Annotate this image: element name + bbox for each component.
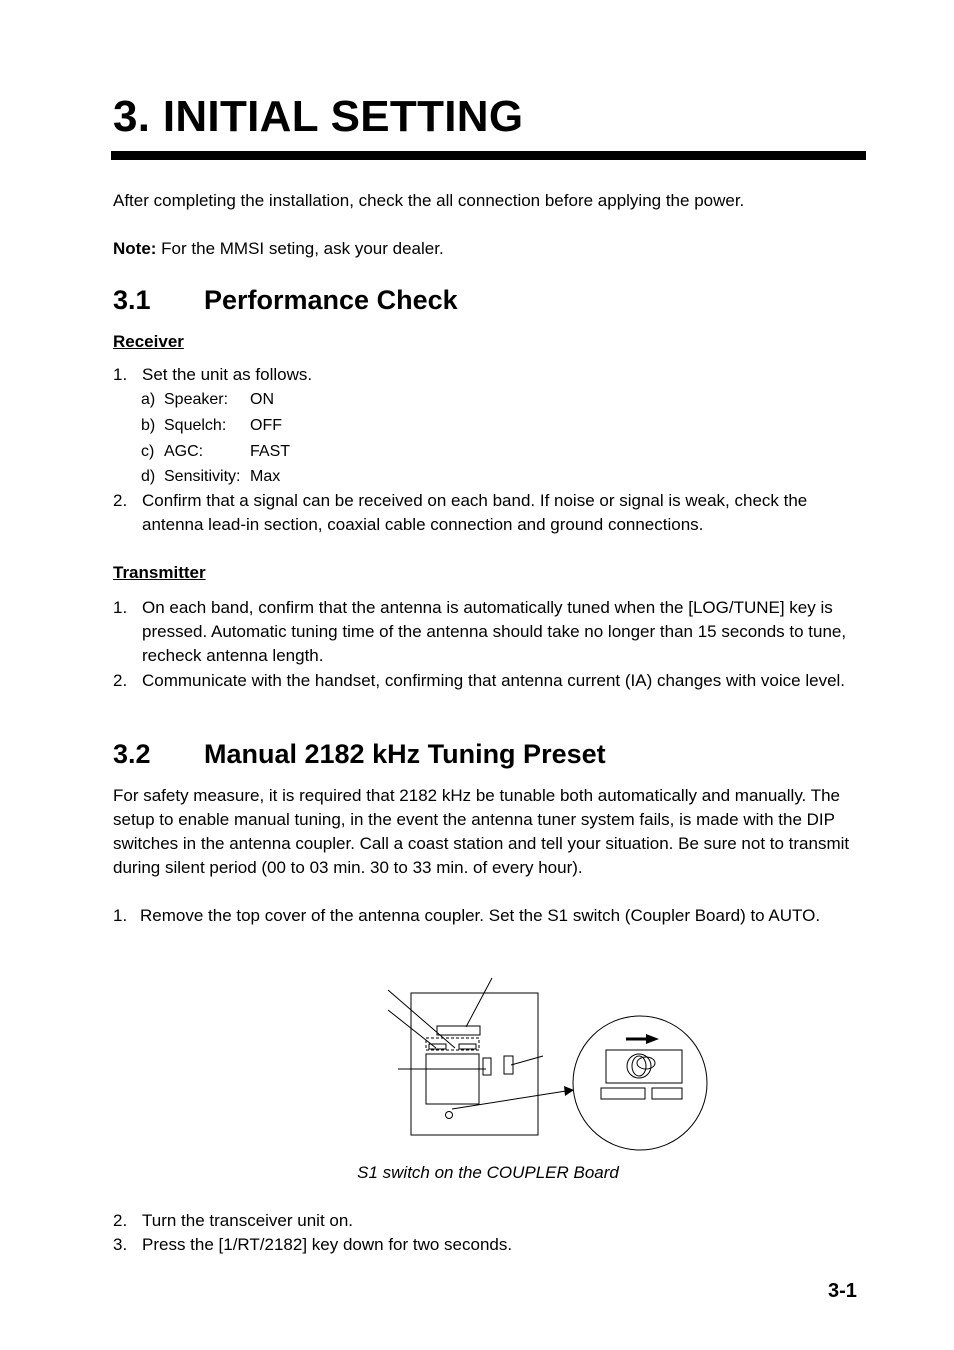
list-text: Set the unit as follows. — [142, 365, 313, 384]
board-label-block — [601, 1088, 645, 1099]
setting-row — [141, 416, 282, 436]
section-heading-3-2 — [113, 739, 606, 770]
setting-row — [141, 442, 290, 462]
setting-letter: c) — [141, 443, 155, 460]
setting-key: Speaker: — [164, 391, 229, 408]
figure-caption: S1 switch on the COUPLER Board — [357, 1163, 619, 1182]
list-number: 2. — [113, 491, 128, 510]
intro-paragraph: After completing the installation, check the all connection before applying the power. — [113, 191, 745, 210]
arrow-right-icon — [626, 1034, 659, 1044]
section-title: Performance Check — [204, 285, 458, 315]
s1-switch — [483, 1058, 491, 1075]
list-item — [113, 669, 873, 693]
note-paragraph — [113, 237, 873, 261]
section-heading-3-1 — [113, 285, 458, 316]
list-text: On each band, confirm that the antenna is automatically tuned when the [LOG/TUNE] key is pressed. Automatic tuning time of the antenna should take no longer than 15 seconds to tune, recheck antenna length. — [142, 598, 847, 665]
section-paragraph: For safety measure, it is required that 2182 kHz be tunable both automatically and manually. The setup to enable manual tuning, in the event the antenna tuner system fails, is made with the DIP switches in the antenna coupler. Call a coast station and tell your situation. Be sure not to transmit during silent period (00 to 03 min. 30 to 33 min. of every hour). — [113, 786, 850, 877]
setting-value: ON — [250, 391, 274, 408]
dip-switch — [459, 1044, 476, 1049]
pointer-arrow — [452, 1086, 574, 1109]
list-item — [113, 596, 873, 668]
section-title: Manual 2182 kHz Tuning Preset — [204, 739, 606, 769]
section-number: 3.2 — [113, 739, 151, 769]
section-number: 3.1 — [113, 285, 151, 315]
list-number: 2. — [113, 1211, 128, 1230]
toggle-switch — [627, 1054, 651, 1078]
receiver-heading: Receiver — [113, 332, 184, 351]
list-text: Communicate with the handset, confirming that antenna current (IA) changes with voice level. — [142, 671, 846, 690]
list-item — [113, 904, 873, 928]
coupler-board-diagram — [380, 970, 720, 1155]
note-text: For the MMSI seting, ask your dealer. — [156, 239, 444, 258]
list-item — [113, 1233, 873, 1257]
chapter-title: 3. INITIAL SETTING — [113, 92, 524, 141]
setting-row — [141, 467, 280, 487]
setting-key: AGC: — [164, 443, 204, 460]
list-number: 2. — [113, 671, 128, 690]
board-block — [426, 1054, 479, 1104]
setting-value: FAST — [250, 443, 291, 460]
list-number: 1. — [113, 906, 128, 925]
setting-letter: b) — [141, 417, 156, 434]
list-text: Press the [1/RT/2182] key down for two seconds. — [142, 1235, 513, 1254]
setting-key: Sensitivity: — [164, 468, 241, 485]
mounting-hole — [446, 1112, 453, 1119]
board-label-block — [652, 1088, 682, 1099]
setting-value: OFF — [250, 417, 282, 434]
setting-value: Max — [250, 468, 281, 485]
setting-key: Squelch: — [164, 417, 227, 434]
setting-row — [141, 390, 274, 410]
list-text: Confirm that a signal can be received on each band. If noise or signal is weak, check the antenna lead-in section, coaxial cable connection and ground connections. — [142, 491, 808, 534]
note-label: Note: — [113, 239, 157, 258]
list-text: Turn the transceiver unit on. — [142, 1211, 354, 1230]
list-number: 3. — [113, 1235, 128, 1254]
list-item — [113, 363, 873, 387]
list-item — [113, 489, 873, 537]
setting-letter: d) — [141, 468, 156, 485]
list-item — [113, 1209, 873, 1233]
page-number: 3-1 — [828, 1280, 857, 1302]
board-component — [437, 1026, 480, 1035]
list-number: 1. — [113, 598, 128, 617]
list-number: 1. — [113, 365, 128, 384]
list-text: Remove the top cover of the antenna coupler. Set the S1 switch (Coupler Board) to AUTO. — [140, 906, 821, 925]
transmitter-heading: Transmitter — [113, 563, 206, 582]
setting-letter: a) — [141, 391, 156, 408]
coupler-board-outline — [411, 993, 538, 1135]
chapter-rule — [111, 151, 866, 160]
